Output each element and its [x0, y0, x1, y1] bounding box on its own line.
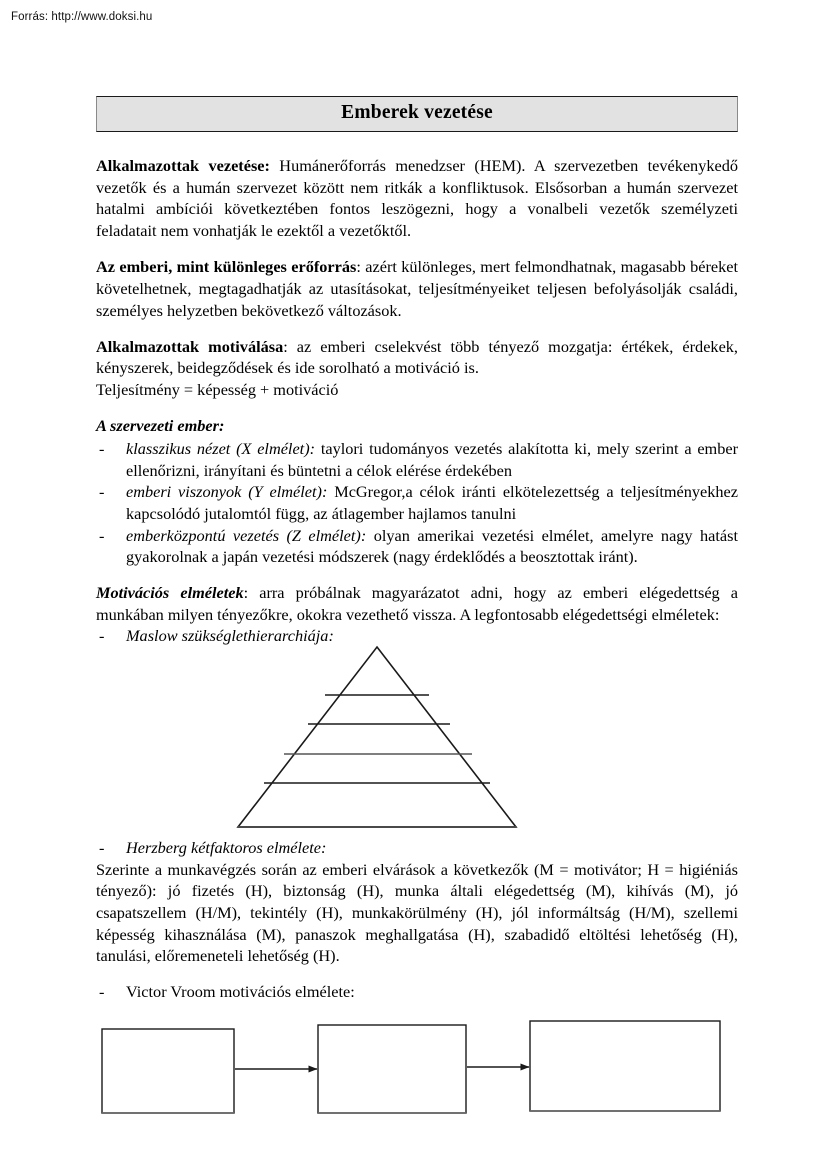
vroom-box-1	[102, 1029, 234, 1113]
page-title: Emberek vezetése	[341, 102, 493, 123]
paragraph-human-resource-lead: Az emberi, mint különleges erőforrás	[96, 257, 357, 277]
paragraph-employees-management-lead: Alkalmazottak vezetése:	[96, 156, 270, 175]
list-item	[96, 481, 738, 524]
document-content	[96, 96, 738, 1121]
paragraph-motivation	[96, 336, 738, 379]
dash-marker: -	[99, 626, 105, 646]
paragraph-employees-management-body: Humánerőforrás menedzser (HEM). A szervezetben tevékenykedő vezetők és a humán szervezet között nem ritkák a konfliktusok. Elsősorban a humán szervezet hatalmi ambíciói következtében fontos leszögezni, hogy a vonalbeli vezetők személyzeti feladatait nem vonhatják le ezektől a vezetőktől.	[96, 156, 738, 241]
list-item-text: McGregor,a célok iránti elkötelezettség a teljesítményekhez kapcsolódó jutalomtól függ, az átlagember hajlamos tanulni	[126, 482, 739, 523]
vroom-row	[96, 981, 738, 1003]
maslow-pyramid-container	[96, 647, 738, 837]
herzberg-row	[96, 837, 738, 859]
dash-marker: -	[99, 525, 105, 545]
list-item-text: olyan amerikai vezetési elmélet, amelyre nagy hatást gyakorolnak a japán vezetési módszerek (nagy érdeklődés a beosztottak iránt).	[126, 525, 738, 567]
dash-marker: -	[99, 982, 105, 1002]
list-item-term: klasszikus nézet (X elmélet):	[126, 438, 316, 458]
organizational-man-list	[96, 438, 738, 568]
paragraph-motivation-theories-lead: Motivációs elméletek	[96, 582, 244, 602]
paragraph-motivation-lead: Alkalmazottak motiválása	[96, 336, 284, 356]
motivation-formula: Teljesítmény = képesség + motiváció	[96, 380, 339, 400]
list-item	[96, 525, 738, 568]
paragraph-human-resource-body: : azért különleges, mert felmondhatnak, magasabb béreket követelhetnek, megtagadhatják az utasításokat, teljesítményeiket teljesen befolyásolják családi, személyes helyzetben bekövetkező változások.	[96, 257, 739, 320]
page-title-bar	[96, 96, 738, 132]
paragraph-employees-management	[96, 155, 738, 242]
dash-marker: -	[99, 438, 105, 458]
maslow-pyramid	[232, 641, 522, 837]
dash-marker: -	[99, 482, 105, 502]
paragraph-motivation-theories-body: : arra próbálnak magyarázatot adni, hogy az emberi elégedettség a munkában milyen tényezőkre, okokra vezethető vissza. A legfontosabb elégedettségi elméletek:	[96, 582, 738, 624]
heading-organizational-man: A szervezeti ember:	[96, 416, 225, 436]
vroom-box-2	[318, 1025, 466, 1113]
vroom-label: Victor Vroom motivációs elmélete:	[126, 982, 355, 1002]
paragraph-motivation-theories	[96, 582, 738, 625]
list-item	[96, 438, 738, 481]
dash-marker: -	[99, 837, 105, 857]
vroom-box-3	[530, 1021, 720, 1111]
vroom-flow-container	[96, 1015, 738, 1121]
pyramid-outline	[238, 647, 516, 827]
paragraph-human-resource	[96, 256, 738, 321]
paragraph-motivation-body: : az emberi cselekvést több tényező mozgatja: értékek, érdekek, kényszerek, beidegződések és ide sorolható a motiváció is.	[96, 336, 739, 378]
maslow-label: Maslow szükséglethierarchiája:	[126, 626, 334, 646]
list-item-term: emberközpontú vezetés (Z elmélet):	[126, 525, 367, 545]
list-item-text: taylori tudományos vezetés alakította ki, mely szerint a ember ellenőrizni, irányítani és büntetni a célok elérése érdekében	[126, 438, 738, 480]
source-banner: Forrás: http://www.doksi.hu	[11, 11, 153, 23]
herzberg-label: Herzberg kétfaktoros elmélete:	[126, 837, 327, 857]
paragraph-herzberg-body: Szerinte a munkavégzés során az emberi elvárások a következők (M = motivátor; H = higiéniás tényező): jó fizetés (H), biztonság (H), munka általi elégedettség (M), kihívás (M), jó csapatszellem (H/M), tekintély (H), munkakörülmény (H), jól informáltság (H/M), szellemi képesség kihasználása (M), panaszok meghallgatása (H), szabadidő eltöltési lehetőség (H), tanulási, előremeneteli lehetőség (H).	[96, 859, 738, 966]
vroom-flow	[96, 1015, 738, 1119]
list-item-term: emberi viszonyok (Y elmélet):	[126, 482, 328, 502]
